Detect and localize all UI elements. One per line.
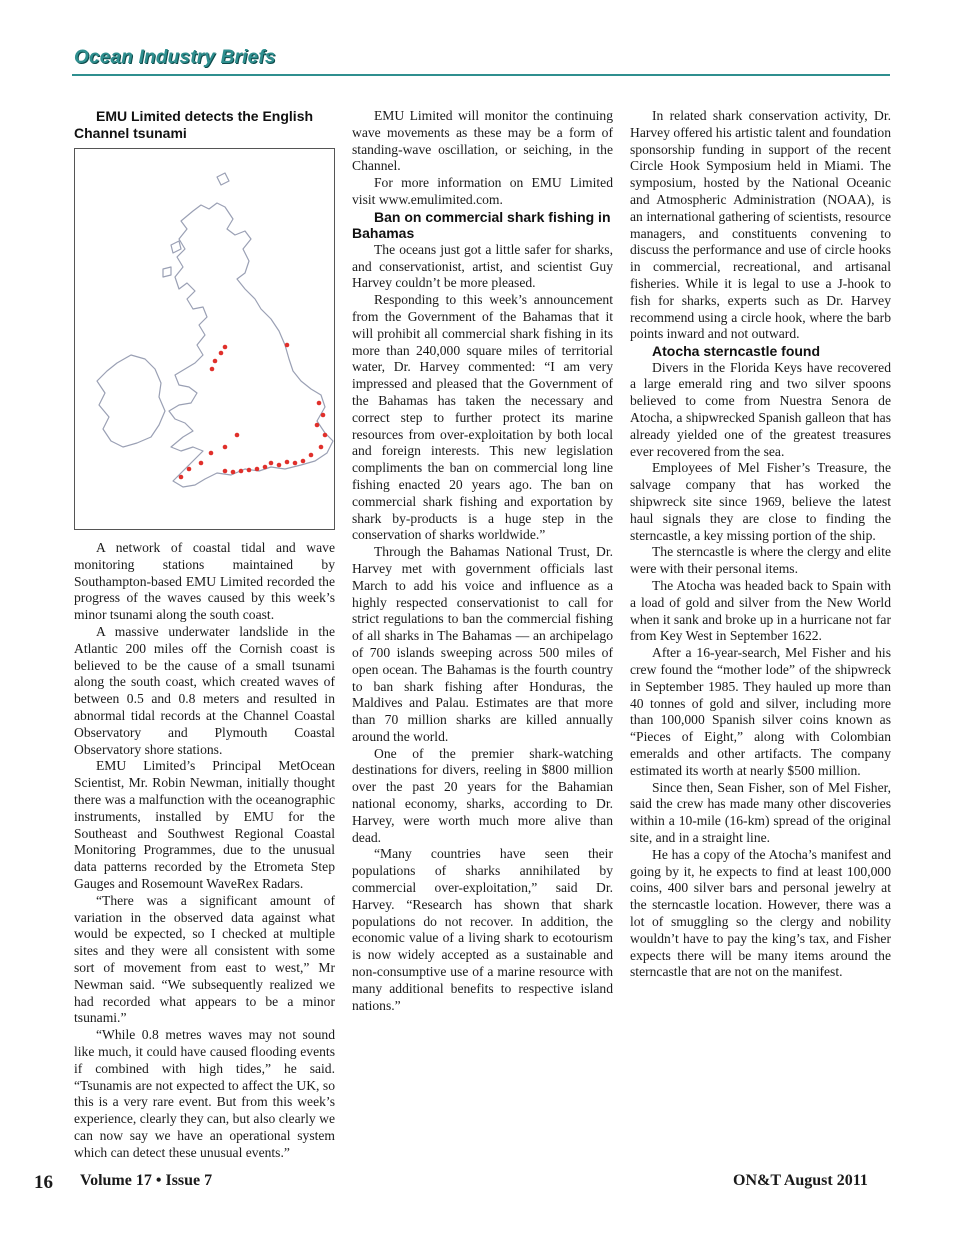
publication-date: ON&T August 2011 (733, 1172, 868, 1189)
article1-paragraph: A network of coastal tidal and wave monitoring stations maintained by Southampton-based EMU Limited recorded the progress of the waves caused by this week’s minor tsunami along the south coast. (74, 540, 335, 623)
station-marker (219, 351, 224, 356)
uk-station-map (74, 148, 335, 530)
article3-paragraph: The sterncastle is where the clergy and elite were with their personal items. (630, 544, 891, 577)
station-marker (315, 423, 320, 428)
ireland-outline (97, 355, 165, 447)
station-marker (231, 470, 236, 475)
station-marker (255, 467, 260, 472)
article2-paragraph: Responding to this week’s announcement from the Government of the Bahamas that it will prohibit all commercial shark fishing in its more than 240,000 square miles of territorial water, Dr. Harvey commented: “I am very impressed and pleased that the Government of the Bahamas has taken the necessary and correct step to further protect its marine resources from over-exploitation by both local and foreign interests. This new legislation compliments the ban on commercial long line fishing enacted 20 years ago. The ban on commercial shark fishing and exportation by shark by-products is a huge step in the conservation of sharks worldwide.” (352, 292, 613, 543)
article3-paragraph: The Atocha was headed back to Spain with a load of gold and silver from the New World when it sank and broke up in a hurricane not far from Key West in September 1622. (630, 578, 891, 644)
station-marker (323, 433, 328, 438)
article1-paragraph: For more information on EMU Limited visit www.emulimited.com. (352, 175, 613, 207)
station-marker (209, 451, 214, 456)
volume-issue: Volume 17 • Issue 7 (80, 1172, 213, 1189)
section-title: Ocean Industry Briefs (74, 47, 276, 68)
station-marker (199, 461, 204, 466)
station-marker (309, 453, 314, 458)
article2-headline: Ban on commercial shark fishing in Bahamas (352, 208, 611, 242)
article1-paragraph: “There was a significant amount of variation in the observed data against what would be expected, so I checked at multiple sites and they were all consistent with some sort of movement from east to west,” Mr Newman said. “We subsequently realized we had recorded what appears to be a minor tsunami.” (74, 892, 335, 1026)
station-marker (285, 460, 290, 465)
article1-paragraph: “While 0.8 metres waves may not sound like much, it could have caused flooding events if combined with high tides,” he said. “Tsunamis are not expected to affect the UK, so this is a very rare event. But from this week’s experience, clearly they can, but also clearly we can now say we have an operational system which can detect these unusual events.” (74, 1027, 335, 1160)
article2-paragraph: “Many countries have seen their populations of sharks annihilated by commercial over-exploitation,” said Dr. Harvey. “Research has shown that shark populations do not recover. In addition, the economic value of a living shark to ecotourism is now widely accepted as a sustainable and non-consumptive use of a marine resource with many additional benefits to respective island nations.” (352, 846, 613, 1013)
station-marker (263, 465, 268, 470)
station-marker (269, 461, 274, 466)
station-marker (247, 468, 252, 473)
uk-map-svg (75, 149, 334, 529)
station-marker (223, 445, 228, 450)
article1-headline: EMU Limited detects the English Channel tsunami (74, 108, 314, 141)
station-marker (317, 401, 322, 406)
station-marker (301, 459, 306, 464)
article3-paragraph: Since then, Sean Fisher, son of Mel Fisher, said the crew has made many other discoveries within a 10-mile (16-km) spread of the original site, and in a straight line. (630, 779, 891, 845)
station-marker (223, 345, 228, 350)
article1-paragraph: A massive underwater landslide in the Atlantic 200 miles off the Cornish coast is believed to be the cause of a small tsunami along the south coast, which created waves of between 0.5 and 0.8 meters and resulted in abnormal tidal records at the Channel Coastal Observatory and Plymouth Coastal Observatory shore stations. (74, 623, 335, 757)
island-outline (217, 173, 229, 185)
article2-paragraph: In related shark conservation activity, Dr. Harvey offered his artistic talent and foundation sponsorship funding in support of the recent Circle Hook Symposium held in Miami. The symposium, hosted by the National Oceanic and Atmospheric Administration (NOAA), is an international gathering of scientists, resource managers, and constituents convening to discuss the performance and use of circle hooks in commercial, recreational, and artisanal fisheries. While it is legal to use a J-hook to fish for sharks, experts such as Dr. Harvey recommend using a circle hook, where the barb points inward and not outward. (630, 108, 891, 342)
station-marker (277, 463, 282, 468)
station-marker (187, 467, 192, 472)
page-number: 16 (34, 1172, 53, 1193)
station-marker (235, 433, 240, 438)
article2-paragraph: One of the premier shark-watching destinations for divers, reeling in $800 million over the past 20 years for the Bahamian national economy, sharks, according to Dr. Harvey, were worth much more alive than dead. (352, 745, 613, 845)
article3-paragraph: Employees of Mel Fisher’s Treasure, the salvage company that has worked the shipwreck site since 1969, believe the latest haul signals they are close to finding the sterncastle, a key missing portion of the ship. (630, 460, 891, 543)
station-marker (223, 469, 228, 474)
station-marker (321, 413, 326, 418)
station-marker (213, 359, 218, 364)
column-2 (352, 108, 613, 1014)
article1-paragraph: EMU Limited will monitor the continuing wave movements as these may be a form of standing-wave oscillation, or seiching, in the Channel. (352, 108, 613, 174)
station-marker (285, 343, 290, 348)
article3-paragraph: After a 16-year-search, Mel Fisher and his crew found the “mother lode” of the shipwreck in September 1985. They hauled up more than 40 tonnes of gold and silver, including more than 100,000 Spanish silver coins known as “Pieces of Eight,” along with Colombian emeralds and other artifacts. The company estimated its worth at nearly $500 million. (630, 645, 891, 778)
article3-headline: Atocha sterncastle found (652, 343, 821, 360)
article1-paragraph: EMU Limited’s Principal MetOcean Scientist, Mr. Robin Newman, initially thought there was a malfunction with the oceanographic instruments, installed by EMU for the Southeast and Southwest Regional Coastal Monitoring Programmes, due to the unusual data patterns recorded by the Etrometa Step Gauges and Rosemount WaveRex Radars. (74, 758, 335, 891)
article2-paragraph: The oceans just got a little safer for sharks, and conservationist, artist, and scientist Guy Harvey couldn’t be more pleased. (352, 241, 613, 291)
column-1 (74, 108, 335, 1161)
station-markers (179, 343, 328, 480)
great-britain-outline (169, 203, 333, 487)
station-marker (210, 367, 215, 372)
article2-paragraph: Through the Bahamas National Trust, Dr. Harvey met with government officials last March to add his voice and influence as a highly respected conservationist to call for strict regulations to ban the commercial fishing of all sharks in The Bahamas — an archipelago of 700 islands sweeping across 500 miles of open ocean. The Bahamas is the fourth country to ban shark fishing after Honduras, the Maldives and Palau. Estimates are that more than 70 million sharks are killed annually around the world. (352, 544, 613, 744)
station-marker (319, 445, 324, 450)
header-rule (72, 74, 890, 76)
article3-paragraph: He has a copy of the Atocha’s manifest and going by it, he expects to find at least 100,000 coins, 400 silver bars and personal jewelry at the sterncastle location. However, there was a lot of smuggling so the clergy and nobility wouldn’t have to pay the king’s tax, and Fisher expects there will be many items around the sterncastle that are not on the manifest. (630, 846, 891, 980)
station-marker (239, 469, 244, 474)
island-outline (163, 267, 171, 277)
island-outline (171, 241, 181, 253)
article3-paragraph: Divers in the Florida Keys have recovered a large emerald ring and two silver spoons believed to come from Nuestra Senora de Atocha, a shipwrecked Spanish galleon that has already yielded one of the greatest treasures ever recovered from the sea. (630, 359, 891, 459)
station-marker (179, 475, 184, 480)
station-marker (293, 461, 298, 466)
column-3 (630, 108, 891, 981)
